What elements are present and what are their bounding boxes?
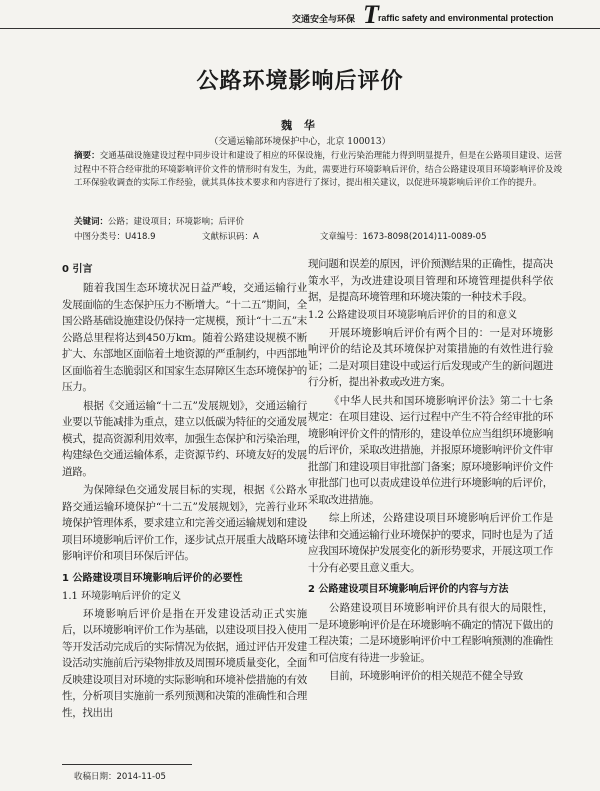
clc-number: 中图分类号：U418.9 <box>74 232 156 242</box>
section-heading-introduction: 0 引言 <box>62 264 93 275</box>
article-title: 公路环境影响后评价 <box>196 69 404 94</box>
paragraph: 目前，环境影响评价的相关规范不健全导致 <box>329 670 523 682</box>
classification-line <box>74 230 564 244</box>
footnote-divider <box>62 764 192 765</box>
paragraph: 《中华人民共和国环境影响评价法》第二十七条规定：在项目建设、运行过程中产生不符合经审批的环境影响评价文件的情形的，建设单位应当组织环境影响的后评价，采取改进措施，并报原环境影响评价文件审批部门和建设项目审批部门备案；原环境影响评价文件审批部门也可以责成建设单位进行环境影响的后评价，采取改进措施。 <box>308 394 553 506</box>
abstract <box>74 150 562 191</box>
journal-name-en: raffic safety and environmental protection <box>378 13 554 23</box>
paragraph: 根据《交通运输“十二五”发展规划》，交通运输行业要以节能减排为重点，建立以低碳为特征的交通发展模式，提高资源利用效率，加强生态保护和污染治理，构建绿色交通运输体系，走资源节约、环境友好的发展道路。 <box>62 399 307 478</box>
subsection-heading-definition: 1.1 环境影响后评价的定义 <box>62 590 182 602</box>
paragraph: 公路建设项目环境影响评价具有很大的局限性，一是环境影响评价是在环境影响不确定的情况下做出的工程决策；二是环境影响评价中工程影响预测的准确性和可信度有待进一步验证。 <box>308 602 553 664</box>
section-heading-content-methods: 2 公路建设项目环境影响后评价的内容与方法 <box>308 584 509 595</box>
paragraph: 综上所述，公路建设项目环境影响后评价工作是法律和交通运输行业环境保护的要求，同时也是为了适应我国环境保护发展变化的新形势要求，开展这项工作十分有必要且意义重大。 <box>308 512 553 574</box>
author-name: 魏 华 <box>281 119 319 132</box>
document-code: 文献标识码：A <box>202 232 259 242</box>
subsection-heading-purpose: 1.2 公路建设项目环境影响后评价的目的和意义 <box>308 309 518 321</box>
left-column <box>62 256 307 723</box>
abstract-label: 摘要： <box>74 151 100 161</box>
keywords <box>74 215 562 227</box>
paragraph-continued: 现问题和误差的原因，评价预测结果的正确性，提高决策水平，为改进建设项目管理和环境管理提供科学依据，是提高环境管理和环境决策的一种技术手段。 <box>308 258 553 303</box>
paragraph: 环境影响后评价是指在开发建设活动正式实施后，以环境影响评价工作为基础，以建设项目投入使用等开发活动完成后的实际情况为依据，通过评估开发建设活动实施前后污染物排放及周围环境质量变化，全面反映建设项目对环境的实际影响和环境补偿措施的有效性，分析项目实施前一系列预测和决策的准确性和合理性，找出出 <box>62 607 307 719</box>
paragraph: 为保障绿色交通发展目标的实现，根据《公路水路交通运输环境保护“十二五”发展规划》，完善行业环境保护管理体系，要求建立和完善交通运输规划和建设项目环境影响后评价工作，逐步试点开展重大战略环境影响评价和项目环保后评估。 <box>62 484 307 562</box>
right-column <box>308 256 553 687</box>
received-date: 收稿日期：2014-11-05 <box>74 772 166 782</box>
author-affiliation: （交通运输部环境保护中心，北京 100013） <box>209 137 391 147</box>
keywords-label: 关键词： <box>74 217 109 227</box>
paragraph: 随着我国生态环境状况日益严峻，交通运输行业发展面临的生态保护压力不断增大。“十二五”期间，全国公路基础设施建设仍保持一定规模，预计“十二五”末公路总里程将达到450万km。随着公路建设规模不断扩大、东部地区面临着土地资源的严重制约，中西部地区面临着生态脆弱区和国家生态屏障区生态环境保护的压力。 <box>62 282 307 393</box>
running-header <box>0 0 600 29</box>
keywords-text: 公路；建设项目；环境影响；后评价 <box>108 217 245 227</box>
section-heading-necessity: 1 公路建设项目环境影响后评价的必要性 <box>62 572 243 584</box>
journal-logo-mark: T <box>363 0 379 29</box>
journal-name-cn: 交通安全与环保 <box>292 15 356 25</box>
paragraph: 开展环境影响后评价有两个目的：一是对环境影响评价的结论及其环境保护对策措施的有效性进行验证；二是对项目建设中或运行后发现或产生的新问题进行分析，提出补救或改进方案。 <box>308 326 553 388</box>
abstract-text: 交通基础设施建设过程中同步设计和建设了相应的环保设施，行业污染治理能力得到明显提升，但是在公路项目建设、运营过程中不符合经审批的环境影响评价文件的情形时有发生，为此，需要进行环境影响后评价，结合公路建设项目环境影响评价及竣工环保验收调查的实际工作经验，就其具体技术要求和内容进行了探讨，提出相关建议，以促进环境影响后评价工作的提升。 <box>74 151 562 188</box>
article-number: 文章编号：1673-8098(2014)11-0089-05 <box>320 232 487 242</box>
